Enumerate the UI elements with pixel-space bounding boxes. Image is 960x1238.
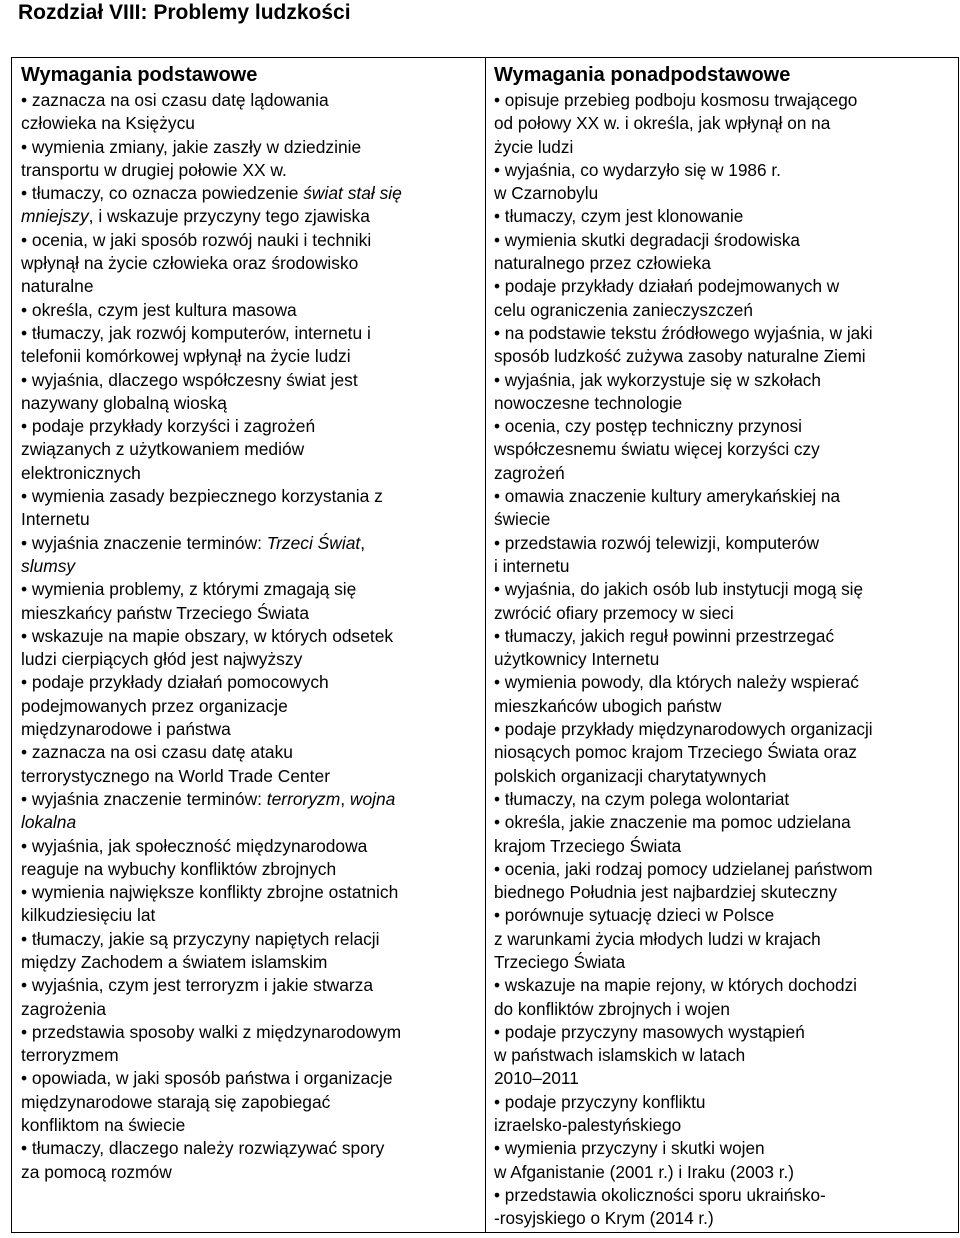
requirement-text: zwrócić ofiary przemocy w sieci	[494, 602, 734, 623]
page-title: Rozdział VIII: Problemy ludzkości	[18, 1, 351, 24]
requirement-line	[494, 951, 952, 974]
requirement-text: • wymienia skutki degradacji środowiska	[494, 229, 800, 250]
requirement-text: • podaje przykłady korzyści i zagrożeń	[21, 416, 316, 437]
table-row	[12, 58, 959, 1233]
requirement-line	[21, 229, 479, 252]
requirement-text: • przedstawia okoliczności sporu ukraińsko-	[494, 1184, 826, 1205]
requirement-text: krajom Trzeciego Świata	[494, 835, 682, 856]
requirement-line	[494, 648, 952, 671]
requirement-line	[21, 578, 479, 601]
requirement-text: polskich organizacji charytatywnych	[494, 765, 767, 786]
requirement-line	[21, 1091, 479, 1114]
requirement-text: zagrożeń	[494, 462, 565, 483]
requirement-text: terrorystycznego na World Trade Center	[21, 765, 330, 786]
requirement-text: współczesnemu światu więcej korzyści czy	[494, 439, 820, 460]
requirement-text: z warunkami życia młodych ludzi w krajach	[494, 928, 821, 949]
requirement-line	[494, 205, 952, 228]
requirement-text: podejmowanych przez organizacje	[21, 695, 288, 716]
italic-term: lokalna	[21, 812, 77, 833]
requirement-line	[494, 1184, 952, 1207]
requirement-text: • ocenia, jaki rodzaj pomocy udzielanej państwom	[494, 858, 873, 879]
requirement-text: niosących pomoc krajom Trzeciego Świata oraz	[494, 742, 858, 763]
requirement-line	[21, 555, 479, 578]
requirement-line	[494, 275, 952, 298]
requirement-text: międzynarodowe i państwa	[21, 719, 231, 740]
requirement-text: celu ograniczenia zanieczyszczeń	[494, 299, 753, 320]
requirement-line	[21, 1021, 479, 1044]
requirement-text: terroryzmem	[21, 1045, 119, 1066]
requirement-line	[21, 858, 479, 881]
requirement-text: • opowiada, w jaki sposób państwa i organizacje	[21, 1068, 393, 1089]
requirement-text: za pomocą rozmów	[21, 1161, 172, 1182]
italic-term: świat stał się	[303, 183, 402, 204]
requirement-text: mieszkańcy państw Trzeciego Świata	[21, 602, 310, 623]
requirement-line	[21, 345, 479, 368]
requirement-line	[21, 485, 479, 508]
requirement-text: zagrożenia	[21, 998, 107, 1019]
advanced-requirements-cell	[486, 58, 959, 1233]
requirement-line	[494, 578, 952, 601]
requirement-text: Trzeciego Świata	[494, 951, 626, 972]
requirement-line	[494, 718, 952, 741]
requirement-line	[494, 438, 952, 461]
requirement-text: izraelsko-palestyńskiego	[494, 1115, 682, 1136]
requirement-line	[494, 89, 952, 112]
requirement-text: naturalnego przez człowieka	[494, 253, 711, 274]
requirement-line	[21, 438, 479, 461]
italic-term: terroryzm	[266, 788, 341, 809]
requirement-line	[21, 951, 479, 974]
requirement-text: kilkudziesięciu lat	[21, 905, 156, 926]
requirement-text: • wymienia zmiany, jakie zaszły w dziedzinie	[21, 136, 362, 157]
requirement-line	[494, 462, 952, 485]
requirement-text: • ocenia, czy postęp techniczny przynosi	[494, 416, 802, 437]
requirement-line	[494, 741, 952, 764]
requirement-line	[21, 369, 479, 392]
requirement-text: Internetu	[21, 509, 90, 530]
requirement-line	[21, 881, 479, 904]
requirement-line	[494, 485, 952, 508]
requirement-line	[494, 555, 952, 578]
requirement-text: między Zachodem a światem islamskim	[21, 951, 328, 972]
requirement-line	[21, 462, 479, 485]
requirement-line	[21, 625, 479, 648]
requirement-line	[21, 765, 479, 788]
requirement-text: • tłumaczy, czym jest klonowanie	[494, 206, 744, 227]
requirement-text: • podaje przykłady działań pomocowych	[21, 672, 329, 693]
requirement-text: wpłynął na życie człowieka oraz środowisko	[21, 253, 359, 274]
requirement-text: • podaje przyczyny masowych wystąpień	[494, 1021, 805, 1042]
requirement-line	[21, 89, 479, 112]
requirement-text: • wyjaśnia, jak wykorzystuje się w szkołach	[494, 369, 821, 390]
requirement-text: • ocenia, w jaki sposób rozwój nauki i techniki	[21, 229, 372, 250]
requirement-line	[494, 1114, 952, 1137]
requirement-line	[494, 392, 952, 415]
requirement-text: • podaje przykłady działań podejmowanych w	[494, 276, 840, 297]
requirement-line	[494, 765, 952, 788]
requirement-line	[21, 1044, 479, 1067]
requirement-line	[21, 1067, 479, 1090]
requirement-text: • wymienia przyczyny i skutki wojen	[494, 1138, 765, 1159]
requirement-line	[494, 625, 952, 648]
requirement-line	[494, 322, 952, 345]
requirement-text: • na podstawie tekstu źródłowego wyjaśnia, w jaki	[494, 322, 873, 343]
requirement-text: transportu w drugiej połowie XX w.	[21, 159, 287, 180]
requirement-text: • zaznacza na osi czasu datę ataku	[21, 742, 293, 763]
requirement-text: • porównuje sytuację dzieci w Polsce	[494, 905, 775, 926]
requirement-line	[21, 159, 479, 182]
requirement-text: • tłumaczy, jakie są przyczyny napiętych relacji	[21, 928, 380, 949]
requirement-text: • tłumaczy, dlaczego należy rozwiązywać spory	[21, 1138, 385, 1159]
requirement-line	[494, 299, 952, 322]
requirement-line	[21, 811, 479, 834]
requirement-line	[21, 275, 479, 298]
requirement-text: • określa, czym jest kultura masowa	[21, 299, 297, 320]
requirement-text: • podaje przykłady międzynarodowych organizacji	[494, 719, 873, 740]
requirement-text: • zaznacza na osi czasu datę lądowania	[21, 90, 329, 110]
requirement-line	[21, 112, 479, 135]
requirement-line	[494, 695, 952, 718]
requirement-line	[494, 1207, 952, 1230]
requirement-line	[21, 718, 479, 741]
requirement-line	[21, 695, 479, 718]
requirement-text: • wskazuje na mapie rejony, w których dochodzi	[494, 975, 857, 996]
requirement-line	[21, 1161, 479, 1184]
requirement-line	[494, 928, 952, 951]
requirement-text: ,	[360, 532, 366, 553]
requirement-line	[21, 671, 479, 694]
requirement-text: • omawia znaczenie kultury amerykańskiej na	[494, 486, 841, 507]
requirement-text: człowieka na Księżycu	[21, 113, 195, 134]
requirement-line	[494, 998, 952, 1021]
requirement-line	[21, 974, 479, 997]
requirement-text: • tłumaczy, jakich reguł powinni przestrzegać	[494, 625, 835, 646]
requirement-line	[494, 159, 952, 182]
requirement-line	[21, 252, 479, 275]
requirement-text: • wyjaśnia, jak społeczność międzynarodowa	[21, 835, 368, 856]
requirement-text: • wyjaśnia znaczenie terminów:	[21, 532, 267, 553]
requirement-line	[21, 904, 479, 927]
requirement-text: do konfliktów zbrojnych i wojen	[494, 998, 730, 1019]
requirement-text: • wyjaśnia, co wydarzyło się w 1986 r.	[494, 159, 781, 180]
requirement-text: w Czarnobylu	[494, 183, 599, 204]
requirement-text: • wymienia problemy, z którymi zmagają się	[21, 579, 357, 600]
requirement-line	[21, 741, 479, 764]
requirement-line	[494, 532, 952, 555]
requirement-line	[494, 112, 952, 135]
requirement-text: • wyjaśnia, czym jest terroryzm i jakie stwarza	[21, 975, 374, 996]
requirement-line	[494, 252, 952, 275]
requirement-line	[21, 182, 479, 205]
requirement-line	[494, 974, 952, 997]
requirement-line	[494, 904, 952, 927]
requirement-text: • wymienia największe konflikty zbrojne ostatnich	[21, 882, 399, 903]
requirement-line	[494, 1021, 952, 1044]
requirement-text: nowoczesne technologie	[494, 392, 683, 413]
requirement-text: świecie	[494, 509, 551, 530]
requirement-text: elektronicznych	[21, 462, 141, 483]
requirement-text: od połowy XX w. i określa, jak wpłynął on na	[494, 113, 831, 134]
requirement-text: reaguje na wybuchy konfliktów zbrojnych	[21, 858, 337, 879]
italic-term: Trzeci Świat	[266, 532, 361, 553]
requirement-line	[494, 1161, 952, 1184]
basic-requirements-list	[21, 89, 479, 1184]
requirement-text: w państwach islamskich w latach	[494, 1045, 746, 1066]
requirement-line	[21, 648, 479, 671]
requirement-text: związanych z użytkowaniem mediów	[21, 439, 305, 460]
requirement-text: ludzi cierpiących głód jest najwyższy	[21, 649, 303, 670]
requirement-text: • tłumaczy, jak rozwój komputerów, internetu i	[21, 322, 371, 343]
requirement-line	[21, 299, 479, 322]
requirement-text: • przedstawia rozwój telewizji, komputerów	[494, 532, 820, 553]
requirement-line	[21, 928, 479, 951]
requirement-line	[494, 369, 952, 392]
requirement-line	[21, 602, 479, 625]
requirement-text: • podaje przyczyny konfliktu	[494, 1091, 706, 1112]
requirement-line	[21, 322, 479, 345]
requirement-line	[21, 1114, 479, 1137]
requirement-line	[494, 881, 952, 904]
requirement-text: • wymienia powody, dla których należy wspierać	[494, 672, 859, 693]
requirement-line	[494, 1137, 952, 1160]
requirement-text: międzynarodowe starają się zapobiegać	[21, 1091, 331, 1112]
requirement-text: • opisuje przebieg podboju kosmosu trwającego	[494, 90, 858, 110]
requirement-text: -rosyjskiego o Krym (2014 r.)	[494, 1208, 714, 1229]
requirement-line	[494, 858, 952, 881]
basic-requirements-cell	[12, 58, 486, 1233]
requirement-text: i internetu	[494, 555, 570, 576]
requirement-line	[494, 602, 952, 625]
requirement-text: • tłumaczy, na czym polega wolontariat	[494, 788, 790, 809]
requirement-line	[21, 415, 479, 438]
requirement-line	[494, 811, 952, 834]
requirement-line	[494, 1044, 952, 1067]
requirement-text: , i wskazuje przyczyny tego zjawiska	[88, 206, 370, 227]
requirement-text: telefonii komórkowej wpłynął na życie ludzi	[21, 346, 351, 367]
requirement-text: życie ludzi	[494, 136, 574, 157]
basic-requirements-heading: Wymagania podstawowe	[21, 64, 258, 86]
requirement-text: użytkownicy Internetu	[494, 649, 660, 670]
requirement-line	[494, 788, 952, 811]
requirement-line	[21, 532, 479, 555]
requirement-text: biednego Południa jest najbardziej skuteczny	[494, 882, 838, 903]
requirement-line	[494, 1091, 952, 1114]
requirement-text: mieszkańców ubogich państw	[494, 695, 722, 716]
requirement-text: sposób ludzkość zużywa zasoby naturalne Ziemi	[494, 346, 866, 367]
italic-term: slumsy	[21, 555, 76, 576]
requirement-line	[494, 835, 952, 858]
requirement-line	[494, 182, 952, 205]
requirement-line	[494, 229, 952, 252]
requirement-line	[21, 1137, 479, 1160]
italic-term: mniejszy	[21, 206, 89, 227]
requirement-line	[494, 671, 952, 694]
requirement-text: naturalne	[21, 276, 94, 297]
requirement-line	[21, 508, 479, 531]
requirement-line	[494, 136, 952, 159]
italic-term: wojna	[349, 788, 396, 809]
requirement-line	[494, 1067, 952, 1090]
requirement-text: ,	[340, 788, 350, 809]
advanced-requirements-heading: Wymagania ponadpodstawowe	[494, 64, 791, 86]
requirement-line	[21, 205, 479, 228]
advanced-requirements-list	[494, 89, 952, 1231]
requirement-line	[21, 392, 479, 415]
requirement-text: • tłumaczy, co oznacza powiedzenie	[21, 183, 304, 204]
requirement-line	[494, 415, 952, 438]
requirement-line	[494, 345, 952, 368]
requirement-text: • wymienia zasady bezpiecznego korzystania z	[21, 486, 383, 507]
requirement-text: nazywany globalną wioską	[21, 392, 227, 413]
requirement-text: konfliktom na świecie	[21, 1115, 186, 1136]
requirement-text: • wyjaśnia, dlaczego współczesny świat jest	[21, 369, 358, 390]
requirement-line	[21, 136, 479, 159]
requirement-line	[494, 508, 952, 531]
requirement-line	[21, 788, 479, 811]
requirement-text: 2010–2011	[494, 1068, 579, 1089]
requirement-line	[21, 835, 479, 858]
requirement-text: • określa, jakie znaczenie ma pomoc udzielana	[494, 812, 851, 833]
requirement-text: • wyjaśnia znaczenie terminów:	[21, 788, 267, 809]
requirement-text: • wyjaśnia, do jakich osób lub instytucji mogą się	[494, 579, 864, 600]
requirement-line	[21, 998, 479, 1021]
requirement-text: • przedstawia sposoby walki z międzynarodowym	[21, 1021, 402, 1042]
requirement-text: • wskazuje na mapie obszary, w których odsetek	[21, 625, 394, 646]
requirement-text: w Afganistanie (2001 r.) i Iraku (2003 r.)	[494, 1161, 794, 1182]
requirements-table	[11, 57, 959, 1233]
